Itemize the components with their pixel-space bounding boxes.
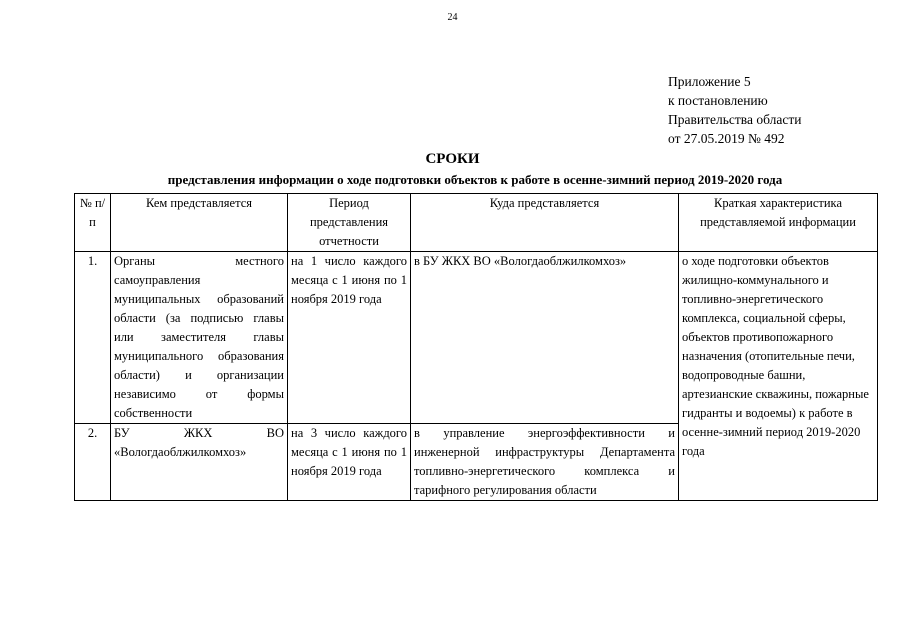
cell-number: 1. [75, 252, 111, 424]
page-number: 24 [447, 12, 458, 23]
cell-who: Органы местного самоуправления муниципальных образований области (за подписью главы или заместителя главы муниципального образования области) и организации независимо от формы собственности [111, 252, 288, 424]
document-title: СРОКИ [425, 151, 480, 167]
table-row [75, 252, 878, 424]
table-header-row [75, 194, 878, 252]
cell-period: на 1 число каждого месяца с 1 июня по 1 ноября 2019 года [288, 252, 411, 424]
cell-where: в управление энергоэффективности и инженерной инфраструктуры Департамента топливно-энергетического комплекса и тарифного регулирования области [411, 424, 679, 501]
cell-period: на 3 число каждого месяца с 1 июня по 1 ноября 2019 года [288, 424, 411, 501]
cell-who: БУ ЖКХ ВО «Вологдаоблжилкомхоз» [111, 424, 288, 501]
appendix-block [668, 72, 801, 148]
header-where: Куда представляется [411, 194, 679, 252]
cell-info: о ходе подготовки объектов жилищно-коммунального и топливно-энергетического комплекса, социальной сферы, объектов противопожарного назначения (отопительные печи, водопроводные башни, артезианские скважины, пожарные гидранты и водоемы) к работе в осенне-зимний период 2019-2020 года [679, 252, 878, 501]
cell-where: в БУ ЖКХ ВО «Вологдаоблжилкомхоз» [411, 252, 679, 424]
cell-number: 2. [75, 424, 111, 501]
appendix-date-line: от 27.05.2019 № 492 [668, 131, 785, 146]
header-who: Кем представляется [111, 194, 288, 252]
header-number: № п/п [75, 194, 111, 252]
appendix-line: Правительства области [668, 112, 802, 127]
appendix-line: Приложение 5 [668, 74, 751, 89]
document-subtitle: представления информации о ходе подготовки объектов к работе в осенне-зимний период 2019-2020 года [167, 172, 783, 187]
schedule-table [74, 193, 878, 501]
header-info: Краткая характеристика представляемой информации [679, 194, 878, 252]
header-period: Период представления отчетности [288, 194, 411, 252]
appendix-line: к постановлению [668, 93, 768, 108]
